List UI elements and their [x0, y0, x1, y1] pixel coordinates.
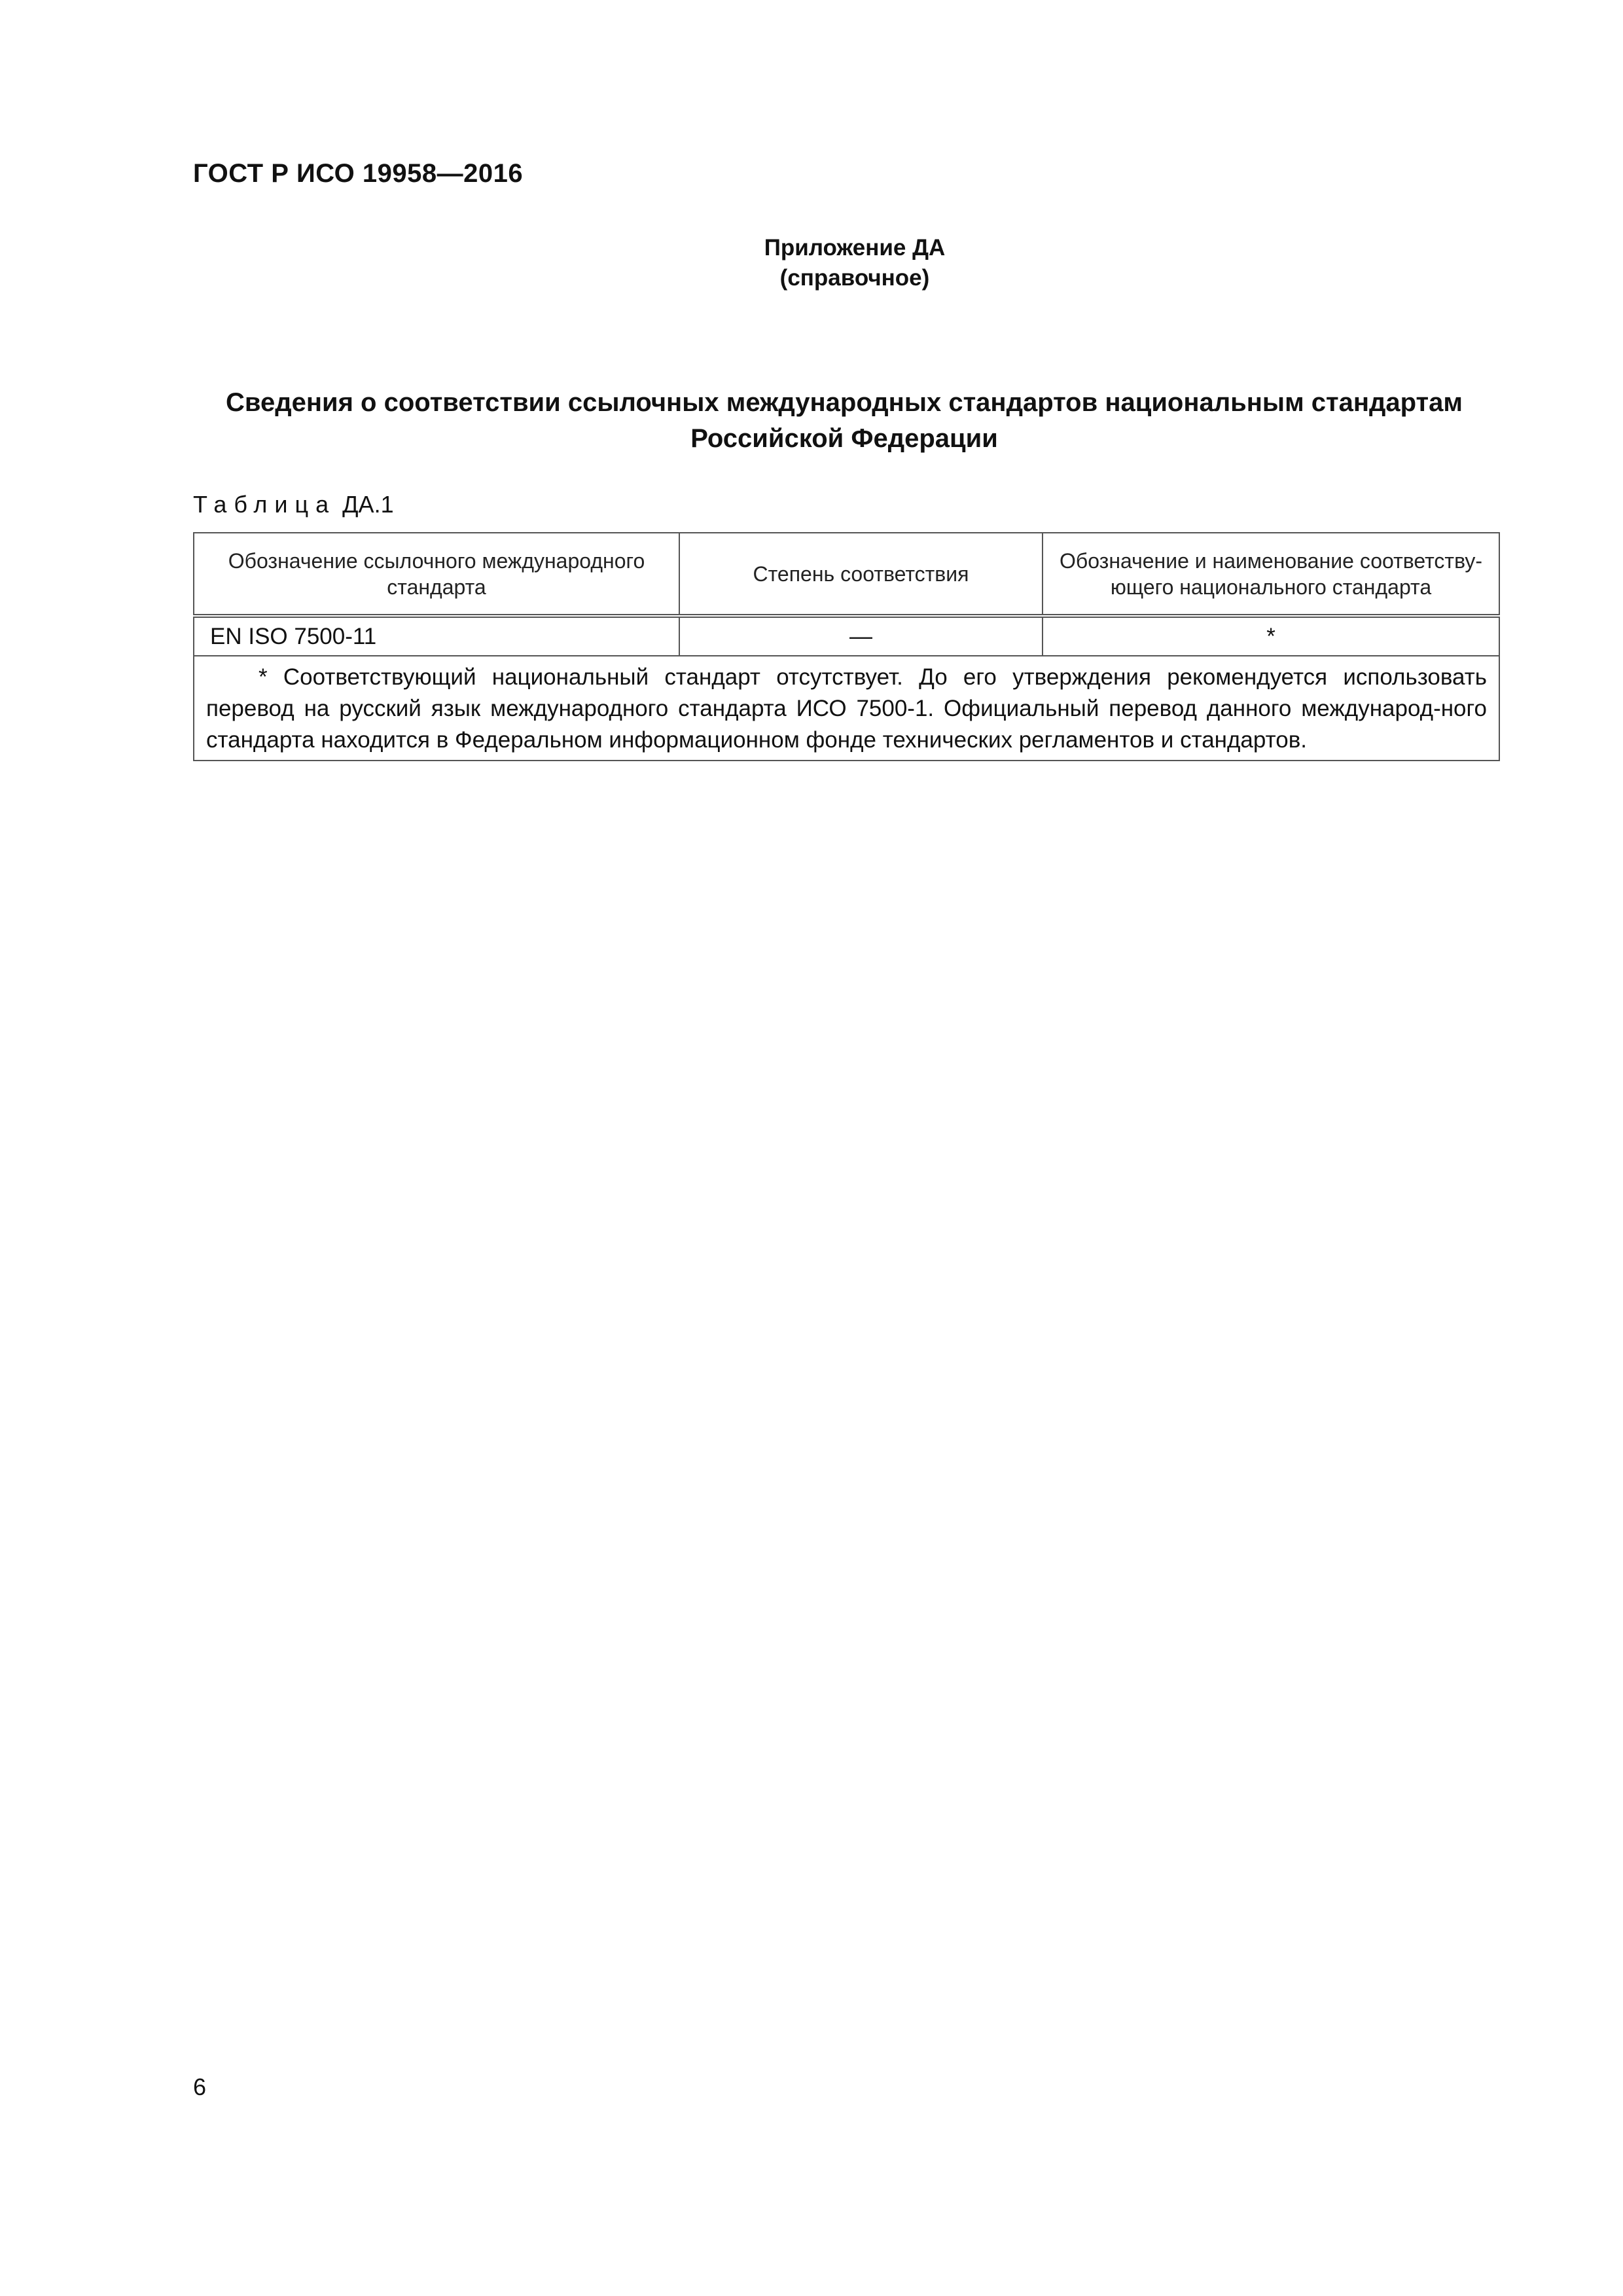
annex-type: (справочное)	[779, 265, 930, 291]
cell-degree: —	[679, 616, 1043, 656]
column-header-degree: Степень соответствия	[679, 533, 1043, 616]
table-caption-number: ДА.1	[342, 491, 394, 518]
table-row	[194, 616, 1499, 656]
annex-title	[193, 385, 1495, 457]
table-footnote: * Соответствующий национальный стандарт отсутствует. До его утверждения рекомендуется использовать перевод на русский язык международного стандарта ИСО 7500-1. Официальный перевод данного международ-ного стандарта находится в Федеральном информационном фонде технических регламентов и стандартов.	[194, 656, 1499, 761]
correspondence-table	[193, 532, 1500, 761]
table-header-row	[194, 533, 1499, 616]
annex-heading	[0, 233, 1623, 293]
annex-label: Приложение ДА	[764, 235, 946, 260]
cell-national: *	[1043, 616, 1499, 656]
annex-title-line-2: Российской Федерации	[690, 424, 998, 453]
table-caption	[193, 491, 394, 518]
annex-title-line-1: Сведения о соответствии ссылочных международных стандартов национальным стандартам	[226, 388, 1463, 417]
cell-reference: EN ISO 7500-11	[194, 616, 679, 656]
document-code: ГОСТ Р ИСО 19958—2016	[193, 159, 524, 188]
column-header-national: Обозначение и наименование соответству-ющего национального стандарта	[1043, 533, 1499, 616]
table-footnote-row	[194, 656, 1499, 761]
column-header-reference: Обозначение ссылочного международного стандарта	[194, 533, 679, 616]
page-number: 6	[193, 2073, 207, 2100]
table-caption-word: Таблица	[193, 491, 336, 518]
